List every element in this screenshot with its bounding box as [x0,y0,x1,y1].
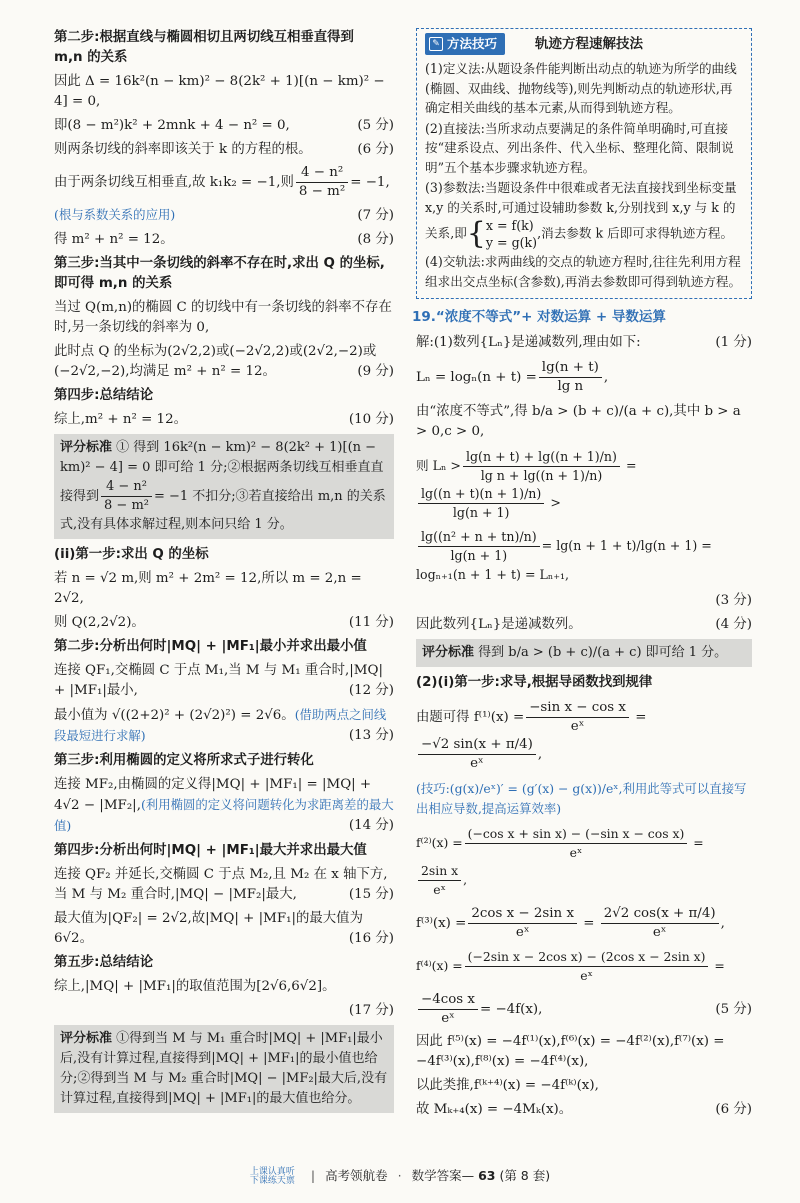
book-title: 高考领航卷 [325,1168,388,1183]
tip-title: 轨迹方程速解技法 [535,36,644,52]
page-footer: 上课认真听 下课练天禀 | 高考领航卷 · 数学答案— 63 (第 8 套) [249,1166,551,1186]
text-line: 因此数列{Lₙ}是递减数列。 (4 分) [416,615,752,635]
step-heading: (ii)第一步:求出 Q 的坐标 [54,547,209,562]
text-line: 故 Mₖ₊₄(x) = −4Mₖ(x)。 (6 分) [416,1100,752,1120]
equation-line: 则 Q(2,2√2)。 (11 分) [54,613,394,633]
text-line: 因此 f⁽⁵⁾(x) = −4f⁽¹⁾(x),f⁽⁶⁾(x) = −4f⁽²⁾(x),f⁽⁷⁾(x) = −4f⁽³⁾(x),f⁽⁸⁾(x) = −4f⁽⁴⁾(x), [416,1034,725,1069]
score-mark: (3 分) [715,593,752,608]
technique-note: (技巧:(g(x)/eˣ)′ = (g′(x) − g(x))/eˣ,利用此等式可以直接写出相应导数,提高运算效率) [416,781,747,816]
score-mark: (12 分) [348,683,394,698]
step-heading: 第三步:利用椭圆的定义将所求式子进行转化 [54,753,314,768]
score-line [416,591,752,611]
annotation-line: (根与系数关系的应用) (7 分) [54,205,394,226]
pencil-icon: ✎ [429,37,443,51]
step-heading: 第三步:当其中一条切线的斜率不存在时,求出 Q 的坐标,即可得 m,n 的关系 [54,256,385,291]
text-line: 连接 MF₂,由椭圆的定义得|MQ| + |MF₁| = |MQ| + 4√2 − |MF₂|,(利用椭圆的定义将问题转化为求距离差的最大值) (14 分) [54,775,394,837]
equation-line: 因此 Δ = 16k²(n − km)² − 8(2k² + 1)[(n − km)² − 4] = 0, [54,74,385,109]
equation-line: 由题可得 f⁽¹⁾(x) = $\frac{\text{−sin x − cos x}}{\text{eˣ}}$ = $\frac{-√2 \sin(x + \pi/4)}{\text{eˣ}}$ , [416,700,647,771]
text-line: 最大值为|QF₂| = 2√2,故|MQ| + |MF₁|的最大值为 6√2。 (16 分) [54,909,394,949]
score-mark: (9 分) [357,364,394,379]
grading-criteria-box: 评分标准 ①得到当 M 与 M₁ 重合时|MQ| + |MF₁|最小后,没有计算过程,直接得到|MQ| + |MF₁|的最小值也给分;②得到当 M 与 M₂ 重合时|MQ| − |MF₂|最大后,没有计算过程,直接得到|MQ| + |MF₁|的最大值也给分。 [54,1025,394,1113]
equation-line: 得 m² + n² = 12。 (8 分) [54,230,394,250]
step-heading: 第四步:分析出何时|MQ| + |MF₁|最大并求出最大值 [54,843,367,858]
score-mark: (10 分) [348,412,394,427]
equation-line: Lₙ = logₙ(n + t) = $\frac{\lg(n + t)}{\text{lg n}}$ , [416,360,609,394]
right-column [412,28,752,1124]
score-mark: (13 分) [348,728,394,743]
equation-line: f⁽³⁾(x) = $\frac{\text{2cos x − 2sin x}}{\text{eˣ}}$ = $\frac{2√2 \cos(x + \pi/4)}{\text{eˣ}}$ , [416,906,725,940]
score-mark: (11 分) [348,615,394,630]
page-number: 63 [478,1168,496,1183]
step-heading: 第五步:总结结论 [54,955,154,970]
subject-label: 数学答案— [411,1168,475,1183]
text-line: 连接 QF₁,交椭圆 C 于点 M₁,当 M 与 M₁ 重合时,|MQ| + |MF₁|最小, (12 分) [54,661,394,701]
text-line: 解:(1)数列{Lₙ}是递减数列,理由如下: (1 分) [416,333,752,353]
equation-line: 即(8 − m²)k² + 2mnk + 4 − n² = 0, (5 分) [54,116,394,136]
text-line: 则两条切线的斜率即该关于 k 的方程的根。 (6 分) [54,140,394,160]
score-mark: (4 分) [715,617,752,632]
tip-paragraph: (4)交轨法:求两曲线的交点的轨迹方程时,往往先利用方程组求出交点坐标(含参数),再消去参数即可得到轨迹方程。 [425,254,742,289]
grading-criteria-box: 评分标准 得到 b/a > (b + c)/(a + c) 即可给 1 分。 [416,639,752,667]
text-line: 此时点 Q 的坐标为(2√2,2)或(−2√2,2)或(2√2,−2)或(−2√2,−2),均满足 m² + n² = 12。 (9 分) [54,342,394,382]
step-heading: 第二步:分析出何时|MQ| + |MF₁|最小并求出最小值 [54,639,367,654]
grading-label: 评分标准 [60,1031,113,1046]
equation-line: 若 n = √2 m,则 m² + 2m² = 12,所以 m = 2,n = 2√2, [54,571,362,606]
step-heading: 第四步:总结结论 [54,388,154,403]
tip-paragraph: (1)定义法:从题设条件能判断出动点的轨迹为所学的曲线(椭圆、双曲线、抛物线等),则先判断动点的轨迹形状,再确定相关曲线的基本元素,从而得到轨迹方程。 [425,61,737,115]
score-mark: (1 分) [715,335,752,350]
score-mark: (5 分) [357,118,394,133]
equation-line: 则 Lₙ > $\frac{\lg(n + t) + \lg((n + 1)/n)}{\text{lg n + lg((n + 1)/n)}}$ = $\frac{\lg((n + t)(n + 1)/n)}{\lg(n + 1)}$ > [416,449,637,520]
grading-criteria-box: 评分标准 ① 得到 16k²(n − km)² − 8(2k² + 1)[(n − km)² − 4] = 0 即可给 1 分;②根据两条切线互相垂直直接得到 $\frac{\text{4 − n²}}{\text{8 − m²}}$ = −1 不扣分;③若直接给出 m,n 的关系式,没有具体求解过程,则本问只给 1 分。 [54,434,394,539]
score-mark: (14 分) [348,818,394,833]
equation-line: 由于两条切线互相垂直,故 k₁k₂ = −1,则 $\frac{\text{4 − n²}}{\text{8 − m²}}$ = −1, [54,165,390,199]
grading-label: 评分标准 [422,645,475,660]
equation-line: $\frac{\text{−4cos x}}{\text{eˣ}}$ = −4f(x), (5 分) [416,991,752,1028]
step-heading: 第二步:根据直线与椭圆相切且两切线互相垂直得到 m,n 的关系 [54,30,354,65]
score-mark: (6 分) [357,142,394,157]
score-line [54,1001,394,1021]
score-mark: (15 分) [348,887,394,902]
equation-line: 最小值为 √((2+2)² + (2√2)²) = 2√6。(借助两点之间线段最短进行求解) (13 分) [54,705,394,747]
score-mark: (5 分) [715,1002,752,1017]
equation-line: f⁽⁴⁾(x) = $\frac{\text{(−2sin x − 2cos x) − (2cos x − 2sin x)}}{\text{eˣ}}$ = [416,949,725,983]
score-mark: (16 分) [348,931,394,946]
method-tip-box [416,28,752,299]
text-line: 综上,|MQ| + |MF₁|的取值范围为[2√6,6√2]。 [54,979,336,994]
text-line: 以此类推,f⁽ᵏ⁺⁴⁾(x) = −4f⁽ᵏ⁾(x), [416,1078,599,1093]
question-title: 19.“浓度不等式”+ 对数运算 + 导数运算 [412,309,666,325]
tip-header [425,33,743,55]
tip-paragraph: (3)参数法:当题设条件中很难或者无法直接找到坐标变量 x,y 的关系时,可通过设辅助参数 k,分别找到 x,y 与 k 的关系,即{x = f(k) y = g(k),消去参数 k 后即可求得轨迹方程。 [425,180,737,251]
text-line: 当过 Q(m,n)的椭圆 C 的切线中有一条切线的斜率不存在时,另一条切线的斜率为 0, [54,300,392,335]
left-column [54,28,394,1119]
grading-label: 评分标准 [60,440,113,455]
tip-paragraph: (2)直接法:当所求动点要满足的条件简单明确时,可直接按“建系设点、列出条件、代入坐标、整理化简、限制说明”五个基本步骤求轨迹方程。 [425,120,734,175]
tip-badge: ✎ 方法技巧 [425,33,505,55]
score-mark: (6 分) [715,1102,752,1117]
score-mark: (7 分) [357,208,394,223]
equation-line: f⁽²⁾(x) = $\frac{\text{(−cos x + sin x) − (−sin x − cos x)}}{\text{eˣ}}$ = $\frac{\text{2sin x}}{\text{eˣ}}$ , [416,826,704,897]
equation-line: 综上,m² + n² = 12。 (10 分) [54,410,394,430]
text-line: 由“浓度不等式”,得 b/a > (b + c)/(a + c),其中 b > a > 0,c > 0, [416,404,741,439]
score-mark: (17 分) [348,1003,394,1018]
set-label: (第 8 套) [499,1168,551,1183]
step-heading: (2)(i)第一步:求导,根据导函数找到规律 [416,675,653,690]
score-mark: (8 分) [357,232,394,247]
equation-line: $\frac{\text{lg((n² + n + tn)/n)}}{\lg(n + 1)}$ = lg(n + 1 + t)/lg(n + 1) = logₙ₊₁(n + 1 + t) = Lₙ₊₁, [416,529,712,582]
text-line: 连接 QF₂ 并延长,交椭圆 C 于点 M₂,且 M₂ 在 x 轴下方,当 M 与 M₂ 重合时,|MQ| − |MF₂|最大, (15 分) [54,865,394,905]
brand-logo: 上课认真听 下课练天禀 [249,1166,295,1186]
